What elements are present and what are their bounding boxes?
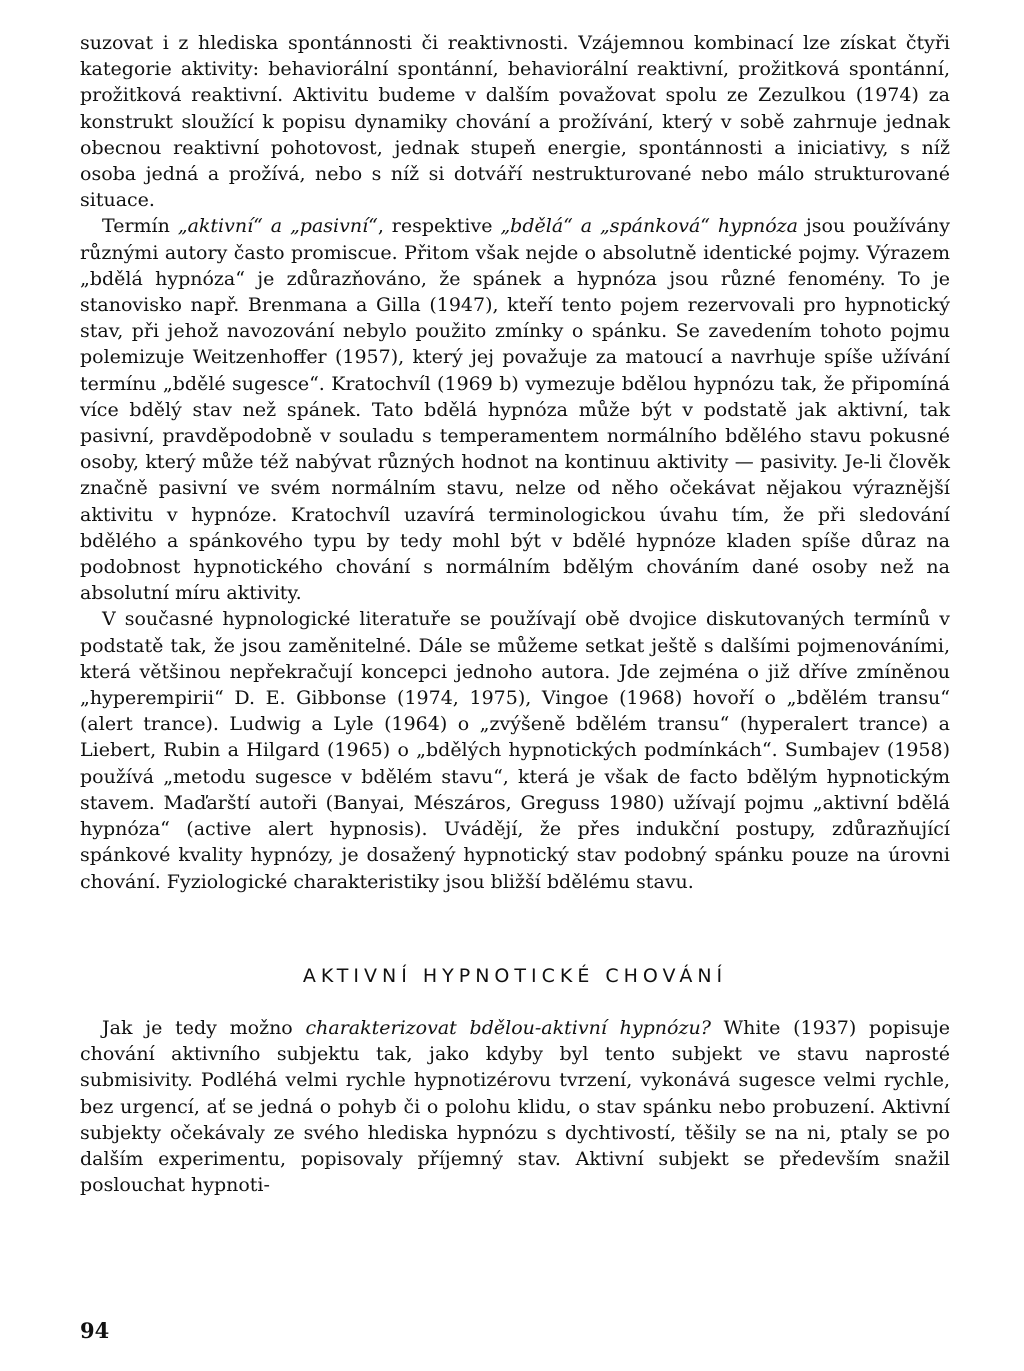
text-run: White (1937) popisuje chování aktivního subjektu tak, jako kdyby byl tento subjekt ve stavu naprosté submisivity. Podléhá velmi rychle hypnotizérovu tvrzení, vykonává sugesce velmi rychle, bez urgencí, ať se jedná o pohyb či o polohu klidu, o stav spánku nebo probuzení. Aktivní subjekty očekávaly ze svého hlediska hypnózu s dychtivostí, těšily se na ni, ptaly se po dalším experimentu, popisovaly příjemný stav. Aktivní subjekt se především snažil poslouchat hypnoti- — [80, 1016, 950, 1197]
page-body — [80, 30, 950, 1198]
paragraph-terminology — [80, 213, 950, 606]
text-run: jsou používány různými autory často promiscue. Přitom však nejde o absolutně identické pojmy. Výrazem „bdělá hypnóza“ je zdůrazňováno, že spánek a hypnóza jsou různé fenomény. To je stanovisko např. Brenmana a Gilla (1947), kteří tento pojem rezervovali pro hypnotický stav, při jehož navozování nebylo použito zmínky o spánku. Se zavedením tohoto pojmu polemizuje Weitzenhoffer (1957), který jej považuje za matoucí a navrhuje spíše užívání termínu „bdělé sugesce“. Kratochvíl (1969 b) vymezuje bdělou hypnózu tak, že připomíná více bdělý stav než spánek. Tato bdělá hypnóza může být v podstatě jak aktivní, tak pasivní, pravděpodobně v souladu s temperamentem normálního bdělého stavu pokusné osoby, který může též nabývat různých hodnot na kontinuu aktivity — pasivity. Je-li člověk značně pasivní ve svém normálním stavu, nelze od něho očekávat nějakou výraznější aktivitu v hypnóze. Kratochvíl uzavírá terminologickou úvahu tím, že při sledování bdělého a spánkového typu by tedy mohl být v bdělé hypnóze kladen spíše důraz na podobnost hypnotického chování s normálním bdělým chováním dané osoby než na absolutní míru aktivity. — [80, 215, 951, 605]
italic-term: „aktivní“ a „pasivní“ — [177, 215, 378, 238]
paragraph-section — [80, 1015, 950, 1198]
page-number: 94 — [80, 1318, 110, 1343]
text-run: Jak je tedy možno — [102, 1016, 306, 1039]
text-run: V současné hypnologické literatuře se používají obě dvojice diskutovaných termínů v podstatě tak, že jsou zaměnitelné. Dále se můžeme setkat ještě s dalšími pojmenováními, která většinou nepřekračují koncepci jednoho autora. Jde zejména o již dříve zmíněnou „hyperempirii“ D. E. Gibbonse (1974, 1975), Vingoe (1968) hovoří o „bdělém transu“ (alert trance). Ludwig a Lyle (1964) o „zvýšeně bdělém transu“ (hyperalert trance) a Liebert, Rubin a Hilgard (1965) o „bdělých hypnotických podmínkách“. Sumbajev (1958) používá „metodu sugesce v bdělém stavu“, která je však de facto bdělým hypnotickým stavem. Maďarští autoři (Banyai, Mészáros, Greguss 1980) užívají pojmu „aktivní bdělá hypnóza“ (active alert hypnosis). Uvádějí, že přes indukční postupy, zdůrazňující spánkové kvality hypnózy, je dosažený hypnotický stav podobný spánku pouze na úrovni chování. Fyziologické charakteristiky jsou bližší bdělému stavu. — [80, 608, 950, 893]
italic-term: charakterizovat bdělou-aktivní hypnózu? — [305, 1016, 711, 1039]
paragraph-literature — [80, 606, 950, 894]
text-run: suzovat i z hlediska spontánnosti či reaktivnosti. Vzájemnou kombinací lze získat čtyři kategorie aktivity: behaviorální spontánní, behaviorální reaktivní, prožitková spontánní, prožitková reaktivní. Aktivitu budeme v dalším považovat spolu ze Zezulkou (1974) za konstrukt sloužící k popisu dynamiky chování a prožívání, který v sobě zahrnuje jednak obecnou reaktivní pohotovost, jednak stupeň energie, spontánnosti a iniciativy, s níž osoba jedná a prožívá, nebo s níž si dotváří nestrukturované nebo málo strukturované situace. — [80, 32, 950, 212]
text-run: Termín — [102, 215, 178, 238]
text-run: , respektive — [377, 215, 501, 238]
paragraph-intro — [80, 30, 950, 213]
italic-term: „bdělá“ a „spánková“ hypnóza — [500, 215, 798, 238]
section-heading: AKTIVNÍ HYPNOTICKÉ CHOVÁNÍ — [302, 964, 728, 987]
